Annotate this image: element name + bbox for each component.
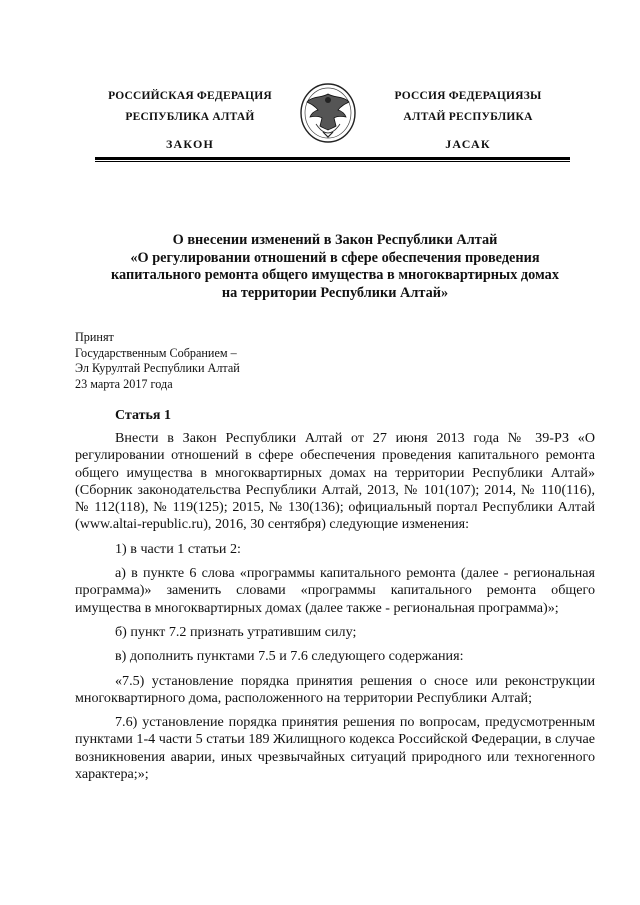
title-line: капитального ремонта общего имущества в многоквартирных домах [111,267,559,283]
header-divider-thin [95,161,570,162]
paragraph: 1) в части 1 статьи 2: [115,540,241,557]
adoption-date: 23 марта 2017 года [75,376,173,391]
paragraph: а) в пункте 6 слова «программы капитального ремонта (далее - региональная программа)» заменить словами «программы капитального ремонта общего имущества в многоквартирных домах (далее также - региональная программа)»; [75,565,595,616]
adoption-block [75,330,240,392]
title-line: О внесении изменений в Закон Республики Алтай [172,232,498,248]
header-right-country: РОССИЯ ФЕДЕРАЦИЯЗЫ [394,90,542,102]
paragraph: 7.6) установление порядка принятия решения по вопросам, предусмотренным пунктами 1-4 части 5 статьи 189 Жилищного кодекса Российской Федерации, в случае возникновения аварии, иных чрезвычайных ситуаций природного или техногенного характера;»; [75,714,595,783]
article-heading: Статья 1 [115,408,171,423]
coat-of-arms-icon [296,80,360,144]
header-divider [95,157,570,160]
article-body [75,430,595,783]
paragraph: Внести в Закон Республики Алтай от 27 июня 2013 года № 39-РЗ «О регулировании отношений в сфере обеспечения проведения капитального ремонта общего имущества в многоквартирных домах на территории Республики Алтай» (Сборник законодательства Республики Алтай, 2013, № 101(107); 2014, № 110(116), № 112(118), № 119(125); 2015, № 130(136); официальный портал Республики Алтай (www.altai-republic.ru), 2016, 30 сентября) следующие изменения: [75,430,595,533]
title-line: на территории Республики Алтай» [221,284,449,301]
header-left [100,86,280,155]
paragraph: б) пункт 7.2 признать утратившим силу; [115,623,357,640]
header-right [378,86,558,155]
adoption-line: Государственным Собранием – [75,345,237,360]
header-left-republic: РЕСПУБЛИКА АЛТАЙ [125,111,255,123]
paragraph: в) дополнить пунктами 7.5 и 7.6 следующего содержания: [115,648,464,665]
header-right-republic: АЛТАЙ РЕСПУБЛИКА [403,111,533,123]
header-right-law: JАСАК [445,137,491,151]
title-line: «О регулировании отношений в сфере обеспечения проведения [130,249,540,266]
adoption-line: Эл Курултай Республики Алтай [75,361,240,375]
paragraph: «7.5) установление порядка принятия решения о сносе или реконструкции многоквартирного дома, расположенного на территории Республики Алтай; [75,672,595,706]
header-left-law: ЗАКОН [165,137,215,151]
adoption-line: Принят [75,330,114,344]
header-left-country: РОССИЙСКАЯ ФЕДЕРАЦИЯ [108,90,272,102]
document-title [75,232,595,302]
